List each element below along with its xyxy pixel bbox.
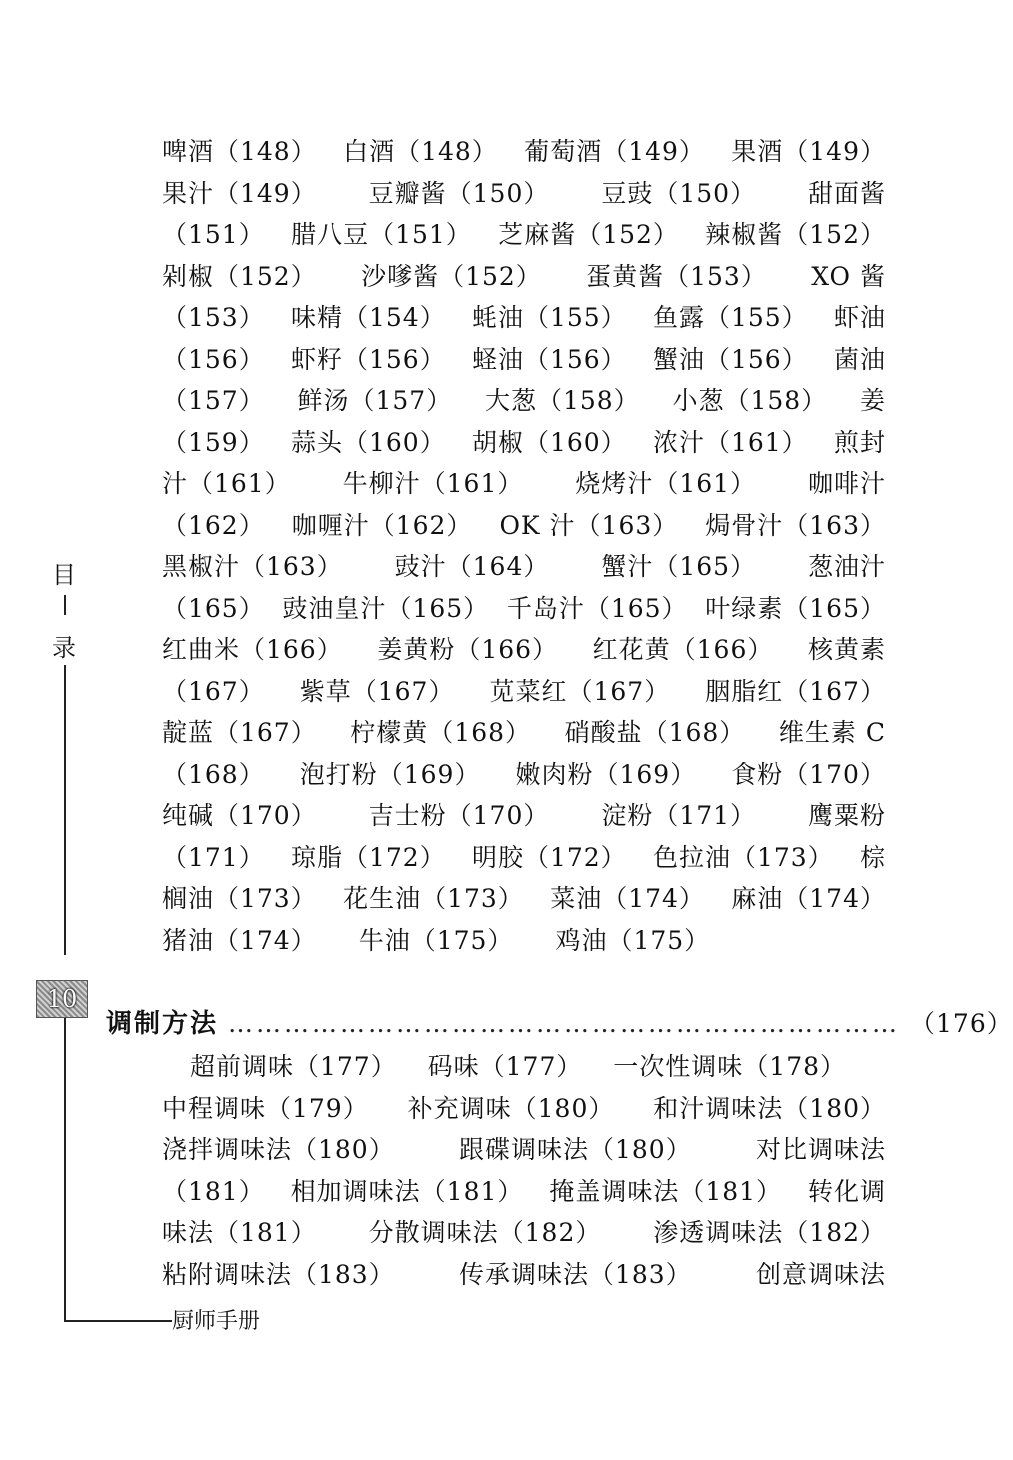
toc-entry: 蟹汁（165） (601, 552, 757, 581)
toc-entry: 味精（154） (290, 303, 446, 332)
section-entry: 对比调味法 (755, 1135, 886, 1164)
toc-line (162, 340, 886, 380)
toc-entry: 姜 (859, 386, 886, 415)
toc-entry: 豉油皇汁（165） (282, 593, 490, 623)
toc-entry: 花生油（173） (343, 884, 524, 913)
toc-entry: 鸡油（175） (555, 925, 711, 955)
toc-entry: （167） (162, 676, 265, 706)
toc-line (162, 755, 886, 795)
toc-entry: 豆豉（150） (601, 178, 757, 208)
toc-entry: 紫草（167） (299, 676, 455, 706)
side-char-lu: 录 (52, 634, 76, 662)
section-entry: 分散调味法（182） (368, 1218, 602, 1247)
toc-entry: （153） (162, 303, 265, 332)
toc-entry: 黑椒汁（163） (162, 552, 343, 581)
section-entry: 一次性调味（178） (613, 1052, 846, 1081)
toc-entry: 咖啡汁 (807, 469, 886, 498)
toc-entry: 食粉（170） (731, 759, 886, 789)
toc-line (162, 672, 886, 712)
toc-entry: 淀粉（171） (601, 801, 757, 830)
toc-entry: （151） (162, 220, 265, 249)
toc-entry: 腊八豆（151） (291, 220, 472, 249)
toc-entry: 蒜头（160） (290, 427, 446, 457)
section-heading (106, 1004, 1013, 1044)
toc-entry: （156） (162, 344, 265, 374)
section-entry: 粘附调味法（183） (162, 1259, 395, 1289)
toc-entry: 苋菜红（167） (489, 676, 671, 706)
toc-entry: 姜黄粉（166） (377, 635, 559, 664)
toc-entry: 嫩肉粉（169） (515, 759, 697, 789)
toc-entry: 靛蓝（167） (162, 718, 317, 747)
toc-entry: 胭脂红（167） (705, 676, 886, 706)
toc-entry: 棕 (859, 842, 886, 872)
section-entry: 和汁调味法（180） (653, 1093, 886, 1123)
toc-line (162, 381, 886, 421)
toc-line (162, 713, 886, 753)
toc-entry: 纯碱（170） (162, 801, 317, 830)
section-line (162, 1089, 886, 1129)
section-title: 调制方法 (106, 1009, 219, 1039)
toc-entry: 硝酸盐（168） (564, 718, 746, 747)
toc-entry: （162） (162, 510, 265, 540)
toc-entry: （159） (162, 427, 265, 457)
section-entry: 转化调 (807, 1176, 886, 1206)
toc-line (162, 589, 886, 629)
section-line (162, 1213, 886, 1253)
section-entry: 跟碟调味法（180） (458, 1135, 692, 1164)
toc-entry: 豆瓣酱（150） (368, 178, 550, 208)
leader-dots: ……………………………………………………………… (228, 1009, 901, 1038)
toc-entry: 鲜汤（157） (297, 386, 453, 415)
toc-entry: 葱油汁 (807, 552, 886, 581)
toc-entry: 烧烤汁（161） (575, 469, 757, 498)
toc-entry: 小葱（158） (672, 386, 828, 415)
toc-entry: 大葱（158） (484, 386, 640, 415)
footer-rule (64, 1320, 172, 1322)
toc-entry: 核黄素 (807, 635, 886, 664)
toc-line (162, 838, 886, 878)
toc-line (162, 547, 886, 587)
toc-entry: 焗骨汁（163） (705, 510, 886, 540)
toc-entry: 色拉油（173） (652, 842, 834, 872)
toc-entry: 浓汁（161） (652, 427, 808, 457)
section-entry: 掩盖调味法（181） (549, 1176, 783, 1206)
section-entry: 中程调味（179） (162, 1093, 369, 1123)
toc-line (162, 921, 886, 961)
section-line (190, 1047, 846, 1087)
section-page: （176） (910, 1009, 1013, 1038)
toc-entry: 泡打粉（169） (299, 759, 481, 789)
toc-entry: 汁（161） (162, 469, 291, 498)
toc-line (162, 132, 886, 172)
toc-entry: （165） (162, 593, 265, 623)
toc-entry: 虾油 (833, 303, 886, 332)
page-number-badge (36, 980, 88, 1018)
toc-entry: 豉汁（164） (394, 552, 550, 581)
book-title-footer: 厨师手册 (172, 1309, 261, 1334)
toc-entry: （168） (162, 759, 265, 789)
toc-line (162, 879, 886, 919)
toc-entry: 红曲米（166） (162, 635, 343, 664)
toc-entry: 葡萄酒（149） (524, 137, 705, 166)
toc-entry: 蚝油（155） (471, 303, 627, 332)
toc-entry: 维生素 C (778, 718, 886, 747)
toc-line (162, 257, 886, 297)
section-entry: 传承调味法（183） (458, 1259, 692, 1289)
toc-entry: 咖喱汁（162） (291, 510, 473, 540)
toc-entry: 麻油（174） (731, 884, 886, 913)
toc-entry: XO 酱 (811, 261, 886, 291)
margin-rule-top (64, 595, 66, 615)
toc-entry: 明胶（172） (471, 842, 627, 872)
page-number: 10 (46, 985, 78, 1013)
toc-entry: 吉士粉（170） (368, 801, 550, 830)
toc-line (162, 506, 886, 546)
section-entry: 相加调味法（181） (290, 1176, 524, 1206)
toc-entry: （157） (162, 386, 265, 415)
toc-entry: 菌油 (833, 344, 886, 374)
toc-entry: 红花黄（166） (592, 635, 774, 664)
toc-entry: 蛋黄酱（153） (586, 261, 767, 291)
toc-entry: 猪油（174） (162, 925, 317, 955)
section-line (162, 1130, 886, 1170)
section-entry: 创意调味法 (755, 1259, 886, 1289)
section-entry: 补充调味（180） (407, 1093, 615, 1123)
margin-rule-upper (64, 665, 66, 955)
toc-line (162, 423, 886, 463)
toc-entry: 胡椒（160） (471, 427, 627, 457)
toc-entry: OK 汁（163） (499, 510, 679, 540)
toc-line (162, 464, 886, 504)
toc-entry: 白酒（148） (343, 137, 498, 166)
toc-line (162, 630, 886, 670)
toc-entry: 牛柳汁（161） (342, 469, 524, 498)
toc-entry: 煎封 (833, 427, 886, 457)
toc-entry: 芝麻酱（152） (498, 220, 679, 249)
section-entry: 浇拌调味法（180） (162, 1135, 395, 1164)
toc-entry: 柠檬黄（168） (350, 718, 532, 747)
toc-entry: 鱼露（155） (652, 303, 808, 332)
section-entry: （181） (162, 1176, 265, 1206)
toc-entry: 鹰粟粉 (807, 801, 886, 830)
section-entry: 味法（181） (162, 1218, 317, 1247)
section-entry: 码味（177） (427, 1052, 583, 1081)
section-line (162, 1172, 886, 1212)
toc-entry: 沙嗲酱（152） (361, 261, 542, 291)
margin-rule-lower (64, 1018, 66, 1322)
toc-entry: 榈油（173） (162, 884, 317, 913)
toc-entry: 蟹油（156） (652, 344, 808, 374)
toc-entry: 千岛汁（165） (506, 593, 688, 623)
toc-entry: 叶绿素（165） (705, 593, 886, 623)
section-entry: 超前调味（177） (190, 1052, 397, 1081)
toc-line (162, 796, 886, 836)
toc-entry: 辣椒酱（152） (705, 220, 886, 249)
toc-entry: 啤酒（148） (162, 137, 317, 166)
side-char-mu: 目 (52, 561, 76, 589)
section-entry: 渗透调味法（182） (653, 1218, 886, 1247)
toc-line (162, 174, 886, 214)
toc-entry: （171） (162, 842, 265, 872)
toc-entry: 虾籽（156） (290, 344, 446, 374)
toc-line (162, 215, 886, 255)
toc-entry: 琼脂（172） (290, 842, 446, 872)
toc-line (162, 298, 886, 338)
toc-entry: 蛏油（156） (471, 344, 627, 374)
toc-entry: 牛油（175） (358, 925, 514, 955)
toc-entry: 果酒（149） (731, 137, 886, 166)
toc-entry: 甜面酱 (807, 178, 886, 208)
toc-entry: 菜油（174） (550, 884, 705, 913)
toc-entry: 剁椒（152） (162, 261, 317, 291)
toc-entry: 果汁（149） (162, 178, 317, 208)
section-line (162, 1255, 886, 1295)
